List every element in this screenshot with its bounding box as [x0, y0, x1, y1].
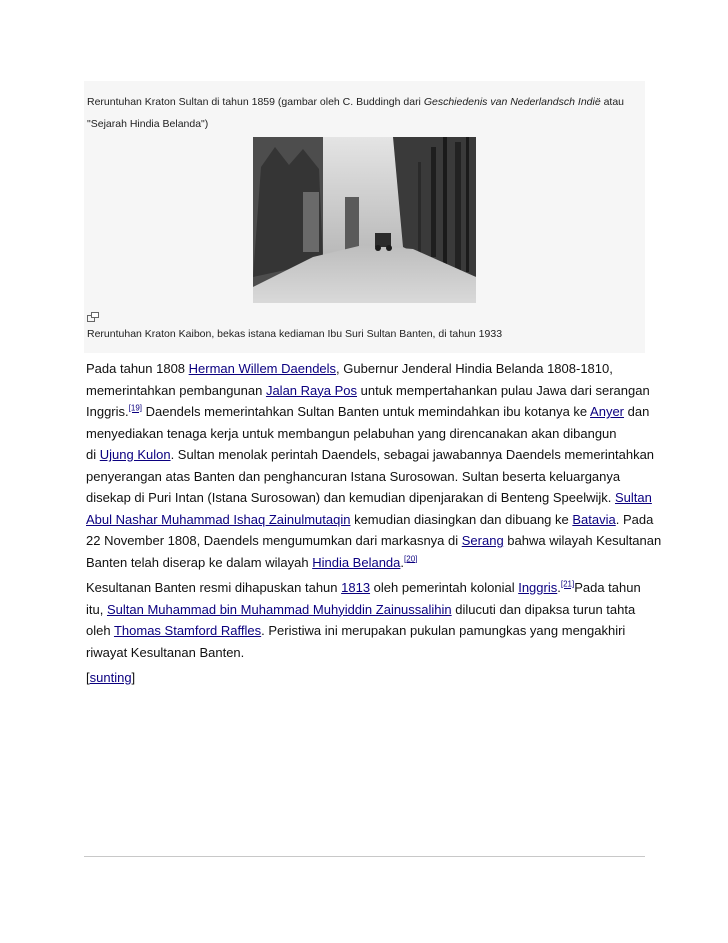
text-line: [86, 620, 646, 642]
text: Banten telah diserap ke dalam wilayah: [86, 554, 313, 570]
text: . Sultan menolak perintah Daendels, sebagai jawabannya Daendels memerintahkan: [170, 447, 655, 462]
article-body: [86, 358, 662, 689]
text: Daendels memerintahkan Sultan Banten untuk memindahkan ibu kotanya ke: [141, 404, 591, 419]
caption-text: Reruntuhan Kraton Sultan di tahun 1859 (gambar oleh C. Buddingh dari: [87, 96, 424, 108]
text-line: [86, 487, 652, 509]
text: .: [400, 554, 405, 570]
link-hindia-belanda[interactable]: Hindia Belanda: [312, 554, 401, 570]
link-1813[interactable]: 1813: [341, 580, 371, 595]
text: kemudian diasingkan dan dibuang ke: [350, 511, 573, 527]
link-thomas-stamford-raffles[interactable]: Thomas Stamford Raffles: [113, 623, 262, 638]
text: . Pada: [615, 511, 654, 527]
text: Inggris.: [86, 404, 129, 419]
text-line: [86, 380, 650, 402]
link-inggris[interactable]: Inggris: [518, 580, 558, 595]
text: oleh pemerintah kolonial: [370, 580, 519, 595]
link-sultan-abul-nashar[interactable]: Abul Nashar Muhammad Ishaq Zainulmutaqin: [86, 511, 351, 527]
edit-bracket-close: ]: [131, 670, 136, 685]
edit-bracket-open: [: [86, 670, 90, 685]
text-line: [86, 599, 646, 621]
text-line: [86, 552, 646, 574]
text-line: [86, 530, 662, 552]
text-line: penyerangan atas Banten dan penghancuran Istana Surosowan. Sultan beserta keluarganya: [86, 468, 621, 484]
edit-section: [86, 667, 646, 689]
text-line: menyediakan tenaga kerja untuk membangun pelabuhan yang direncanakan akan dibangun: [86, 425, 617, 441]
magnify-clip-icon[interactable]: [87, 312, 99, 322]
reference-19[interactable]: [19]: [128, 403, 142, 413]
paragraph-1: [86, 358, 662, 573]
text: dilucuti dan dipaksa turun tahta: [451, 601, 636, 617]
caption-italic-title: Geschiedenis van Nederlandsch Indië: [423, 96, 601, 108]
reference-21[interactable]: [21]: [560, 579, 575, 589]
text-line: [86, 401, 650, 423]
text: , Gubernur Jenderal Hindia Belanda 1808-1810,: [336, 361, 613, 376]
text: .: [557, 580, 561, 595]
text: . Peristiwa ini merupakan pukulan pamungkas yang mengakhiri: [261, 623, 626, 638]
edit-link[interactable]: sunting: [89, 670, 132, 685]
text-line: riwayat Kesultanan Banten.: [86, 644, 245, 660]
text: 22 November 1808, Daendels mengumumkan dari markasnya di: [86, 533, 462, 548]
text: itu,: [86, 601, 107, 617]
link-anyer[interactable]: Anyer: [590, 404, 625, 419]
text-line: [86, 509, 654, 531]
reference-20[interactable]: [20]: [404, 554, 418, 564]
text: memerintahkan pembangunan: [86, 382, 266, 398]
footer-divider: [84, 856, 645, 857]
text: Kesultanan Banten resmi dihapuskan tahun: [86, 580, 342, 595]
link-herman-willem-daendels[interactable]: Herman Willem Daendels: [188, 361, 337, 376]
caption-text-end: atau "Sejarah Hindia Belanda"): [87, 96, 625, 130]
link-ujung-kulon[interactable]: Ujung Kulon: [99, 447, 171, 462]
text-line: [86, 577, 646, 599]
figure-caption-2: Reruntuhan Kraton Kaibon, bekas istana kediaman Ibu Suri Sultan Banten, di tahun 1933: [87, 328, 503, 340]
text: dan: [624, 404, 650, 419]
text: bahwa wilayah Kesultanan: [503, 533, 662, 548]
text: untuk mempertahankan pulau Jawa dari serangan: [357, 382, 650, 398]
text: Pada tahun: [574, 580, 641, 595]
link-serang[interactable]: Serang: [461, 533, 504, 548]
link-sultan-muhammad[interactable]: Sultan Muhammad bin Muhammad Muhyiddin Zainussalihin: [106, 601, 452, 617]
link-jalan-raya-pos[interactable]: Jalan Raya Pos: [265, 382, 358, 398]
text: Pada tahun 1808: [86, 361, 189, 376]
text: oleh: [86, 623, 114, 638]
kraton-kaibon-photo[interactable]: [253, 137, 476, 303]
text-line: [86, 358, 646, 380]
link-sultan-abul-nashar[interactable]: Sultan: [615, 490, 652, 505]
text-line: [86, 444, 655, 466]
paragraph-2: [86, 577, 646, 663]
link-batavia[interactable]: Batavia: [572, 511, 616, 527]
figure-caption-1: [87, 91, 642, 135]
text: disekap di Puri Intan (Istana Surosowan) dan kemudian dipenjarakan di Benteng Speelwijk.: [86, 490, 615, 505]
text: di: [86, 447, 100, 462]
